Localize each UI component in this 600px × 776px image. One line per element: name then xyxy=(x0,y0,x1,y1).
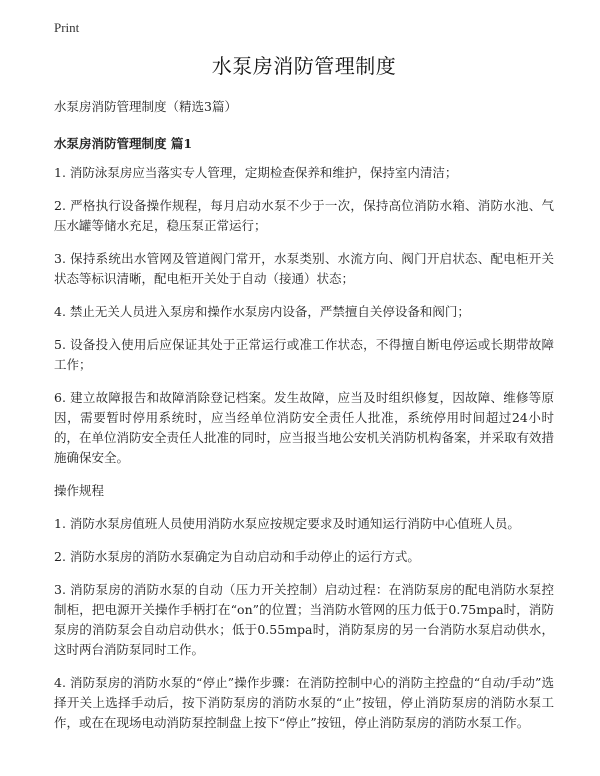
page-title: 水泵房消防管理制度 xyxy=(211,54,397,78)
section2-item-1: 1. 消防水泵房值班人员使用消防水泵应按规定要求及时通知运行消防中心值班人员。 xyxy=(54,516,520,531)
section1-item-3: 3. 保持系统出水管网及管道阀门常开，水泵类别、水流方向、阀门开启状态、配电柜开关状态等标识清晰，配电柜开关处于自动（接通）状态； xyxy=(54,251,554,286)
section1-item-1: 1. 消防泳泵房应当落实专人管理，定期检查保养和维护，保持室内清洁； xyxy=(54,165,458,180)
section-heading-2: 操作规程 xyxy=(54,483,105,498)
section1-item-6: 6. 建立故障报告和故障消除登记档案。发生故障，应当及时组织修复，因故障、维修等原因，需要暂时停用系统时，应当经单位消防安全责任人批准，系统停用时间超过24小时的，在单位消防安全责任人批准的同时，应当报当地公安机关消防机构备案，并采取有效措施确保安全。 xyxy=(54,390,555,465)
section2-item-3: 3. 消防泵房的消防水泵的自动（压力开关控制）启动过程：在消防泵房的配电消防水泵控制柜，把电源开关操作手柄打在“on”的位置；当消防水管网的压力低于0.75mpa时，消防泵房的消防泵会自动启动供水；低于0.55mpa时，消防泵房的另一台消防水泵启动供水，这时两台消防泵同时工作。 xyxy=(54,582,554,657)
section2-item-2: 2. 消防水泵房的消防水泵确定为自动启动和手动停止的运行方式。 xyxy=(54,549,420,564)
section1-item-4: 4. 禁止无关人员进入泵房和操作水泵房内设备，严禁擅自关停设备和阀门； xyxy=(54,304,470,319)
section-heading-1: 水泵房消防管理制度 篇1 xyxy=(54,136,193,151)
print-link[interactable]: Print xyxy=(54,20,80,35)
section1-item-5: 5. 设备投入使用后应保证其处于正常运行或准工作状态，不得擅自断电停运或长期带故障工作； xyxy=(54,337,554,372)
section2-item-4: 4. 消防泵房的消防水泵的“停止”操作步骤：在消防控制中心的消防主控盘的“自动/手动”选择开关上选择手动后，按下消防泵房的消防水泵的“止”按钮，停止消防泵房的消防水泵工作，或在在现场电动消防泵控制盘上按下“停止”按钮，停止消防泵房的消防水泵工作。 xyxy=(54,675,554,730)
section1-item-2: 2. 严格执行设备操作规程，每月启动水泵不少于一次，保持高位消防水箱、消防水池、气压水罐等储水充足，稳压泵正常运行； xyxy=(54,198,554,233)
document-subtitle: 水泵房消防管理制度（精选3篇） xyxy=(54,99,237,114)
document-body xyxy=(54,50,554,746)
